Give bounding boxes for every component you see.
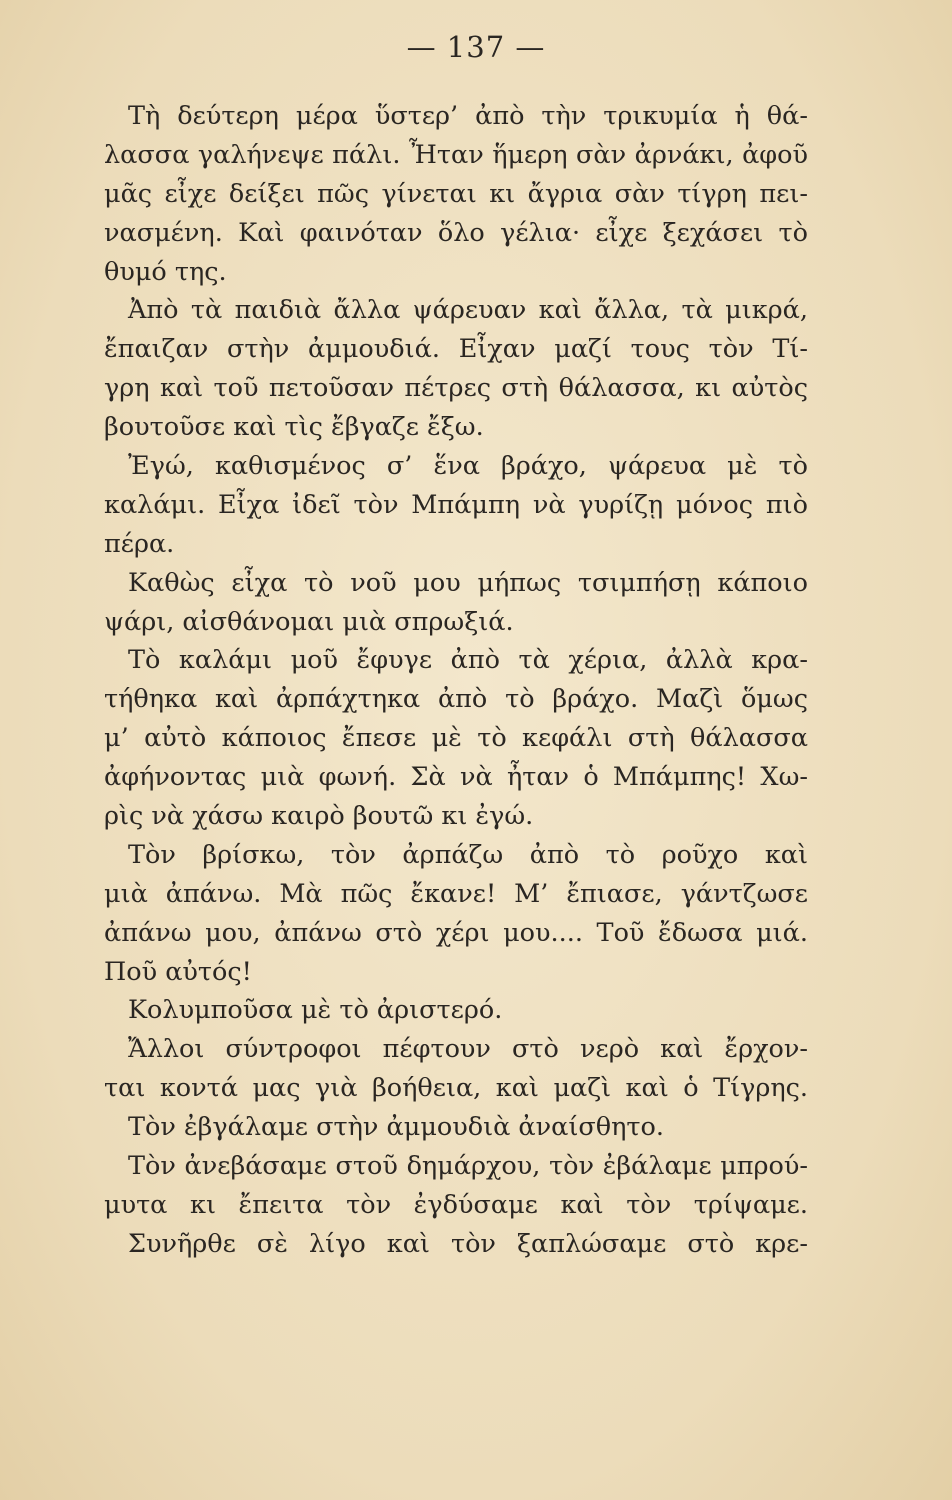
text-line: Ποῦ αὐτός! <box>104 956 252 987</box>
text-line: Συνῆρθε σὲ λίγο καὶ τὸν ξαπλώσαμε στὸ κρε- <box>128 1228 808 1259</box>
text-line: πέρα. <box>104 528 175 559</box>
text-line: Κολυμποῦσα μὲ τὸ ἀριστερό. <box>128 995 503 1026</box>
text-line: καλάμι. Εἶχα ἰδεῖ τὸν Μπάμπη νὰ γυρίζῃ μόνος πιὸ <box>104 489 808 520</box>
text-line: Ἐγώ, καθισμένος σ’ ἕνα βράχο, ψάρευα μὲ τὸ <box>128 451 808 482</box>
page-number: — 137 — <box>406 30 546 64</box>
text-line: Ἄλλοι σύντροφοι πέφτουν στὸ νερὸ καὶ ἔρχον- <box>128 1034 808 1065</box>
text-line: ἔπαιζαν στὴν ἀμμουδιά. Εἶχαν μαζί τους τὸν Τί- <box>104 334 808 365</box>
text-line: θυμό της. <box>104 256 227 287</box>
text-line: Τὴ δεύτερη μέρα ὕστερ’ ἀπὸ τὴν τρικυμία ἡ θά- <box>128 101 808 131</box>
text-line: Τὸ καλάμι μοῦ ἔφυγε ἀπὸ τὰ χέρια, ἀλλὰ κρα- <box>128 645 808 676</box>
text-line: μ’ αὐτὸ κάποιος ἔπεσε μὲ τὸ κεφάλι στὴ θάλασσα <box>104 723 808 754</box>
text-line: ται κοντά μας γιὰ βοήθεια, καὶ μαζὶ καὶ ὁ Τίγρης. <box>104 1073 808 1104</box>
text-line: μυτα κι ἔπειτα τὸν ἐγδύσαμε καὶ τὸν τρίψαμε. <box>104 1189 808 1220</box>
text-line: νασμένη. Καὶ φαινόταν ὅλο γέλια· εἶχε ξεχάσει τὸ <box>104 217 808 248</box>
text-line: Ἀπὸ τὰ παιδιὰ ἄλλα ψάρευαν καὶ ἄλλα, τὰ μικρά, <box>128 295 808 326</box>
text-line: μιὰ ἀπάνω. Μὰ πῶς ἔκανε! Μ’ ἔπιασε, γάντζωσε <box>104 878 808 909</box>
text-line: τήθηκα καὶ ἀρπάχτηκα ἀπὸ τὸ βράχο. Μαζὶ ὅμως <box>104 684 808 715</box>
text-line: γρη καὶ τοῦ πετοῦσαν πέτρες στὴ θάλασσα, κι αὐτὸς <box>104 373 808 404</box>
text-line: Καθὼς εἶχα τὸ νοῦ μου μήπως τσιμπήσῃ κάποιο <box>128 567 808 598</box>
text-line: ἀφήνοντας μιὰ φωνή. Σὰ νὰ ἦταν ὁ Μπάμπης! Χω- <box>104 762 808 793</box>
text-line: Τὸν ἀνεβάσαμε στοῦ δημάρχου, τὸν ἐβάλαμε μπρού- <box>128 1151 808 1182</box>
text-line: βουτοῦσε καὶ τὶς ἔβγαζε ἔξω. <box>104 412 484 443</box>
body-text <box>104 97 808 1264</box>
text-line: Τὸν ἐβγάλαμε στὴν ἀμμουδιὰ ἀναίσθητο. <box>128 1112 664 1143</box>
text-line: ρὶς νὰ χάσω καιρὸ βουτῶ κι ἐγώ. <box>104 801 534 832</box>
text-line: Τὸν βρίσκω, τὸν ἀρπάζω ἀπὸ τὸ ροῦχο καὶ <box>128 839 808 870</box>
text-line: ψάρι, αἰσθάνομαι μιὰ σπρωξιά. <box>104 606 514 637</box>
text-line: λασσα γαλήνεψε πάλι. Ἦταν ἥμερη σὰν ἀρνάκι, ἀφοῦ <box>104 139 808 170</box>
text-line: ἀπάνω μου, ἀπάνω στὸ χέρι μου.... Τοῦ ἔδωσα μιά. <box>104 917 808 948</box>
text-line: μᾶς εἶχε δείξει πῶς γίνεται κι ἄγρια σὰν τίγρη πει- <box>104 178 808 209</box>
